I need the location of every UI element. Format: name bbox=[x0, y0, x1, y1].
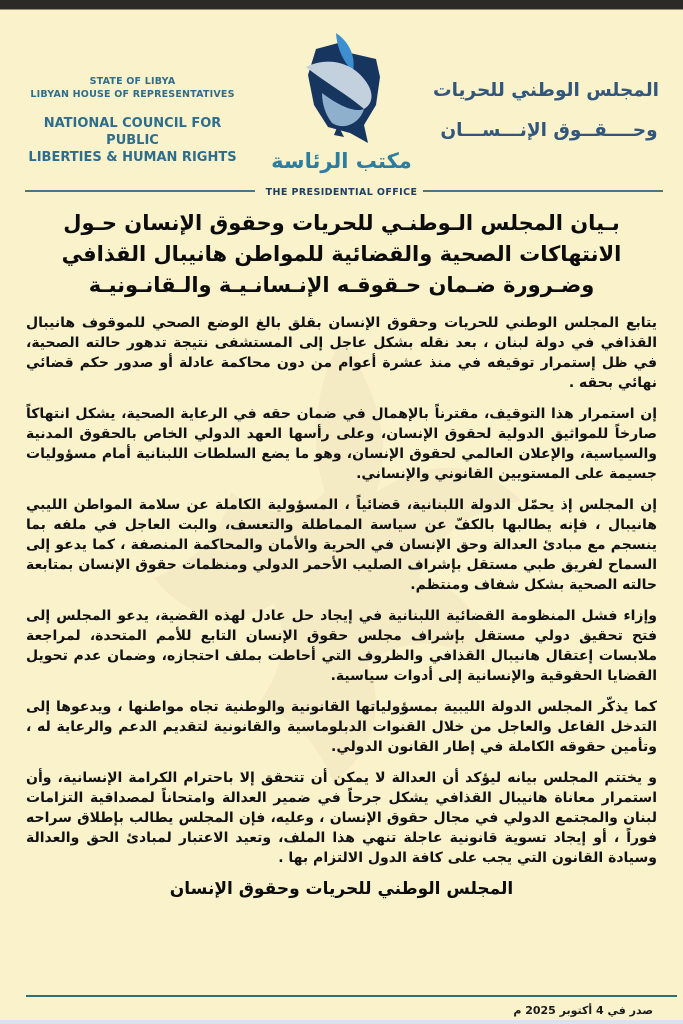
council-name-arabic-block bbox=[432, 71, 659, 151]
statement-paragraph-3: إن المجلس إذ يحمّل الدولة اللبنانية، قضائياً ، المسؤولية الكاملة عن سلامة المواطن الليبي هانيبال ، فإنه يطالبها بالكفّ عن سياسة المماطلة والتعسف، والبت العاجل في ملفه بما ينسجم مع مبادئ العدالة وحق الإنسان في الحرية والأمان والمحاكمة المنصفة ، كما يدعو إلى السماح لفريق طبي مستقل بإشراف الصليب الأحمر الدولي ومنظمات حقوق الإنسان بمتابعة حالته الصحية بشكل شفاف ومنتظم. bbox=[26, 497, 657, 593]
letterhead bbox=[0, 9, 683, 205]
header-divider-right bbox=[423, 190, 663, 192]
council-name-arabic-line1: المجلس الوطني للحريات bbox=[432, 80, 659, 101]
header-divider-left bbox=[25, 190, 255, 192]
statement-paragraph-6: و يختتم المجلس بيانه ليؤكد أن العدالة لا يمكن أن تتحقق إلا باحترام الكرامة الإنسانية، وأن استمرار معاناة هانيبال القذافي يشكل جرحاً في ضمير العدالة وامتحاناً لمصداقية التزامات لبنان والمجتمع الدولي في مجال حقوق الإنسان ، وعليه، فإن المجلس يطالب بإطلاق سراحه فوراً ، أو إيجاد تسوية قانونية عاجلة تنهي هذا الملف، وتعيد الاعتبار لمبادئ الحق والعدالة وسيادة القانون التي يجب على كافة الدول الالتزام بها . bbox=[26, 770, 657, 866]
council-name-english-line2: LIBERTIES & HUMAN RIGHTS bbox=[28, 150, 237, 165]
statement-title-line1: بـيان المجلس الـوطنـي للحريات وحقوق الإنسان حـول bbox=[63, 211, 620, 235]
letterhead-english-block bbox=[20, 75, 245, 166]
bottom-border-strip bbox=[0, 1020, 683, 1024]
statement-title-line2: الانتهاكات الصحية والقضائية للمواطن هانيبال القذافي bbox=[61, 242, 622, 266]
presidential-office-english-label: THE PRESIDENTIAL OFFICE bbox=[265, 187, 418, 198]
house-of-representatives-label: LIBYAN HOUSE OF REPRESENTATIVES bbox=[30, 89, 235, 100]
footer-divider bbox=[26, 995, 677, 997]
statement-title bbox=[20, 208, 663, 301]
council-name-arabic-line2: وحــــقــوق الإنـــســـان bbox=[440, 120, 658, 141]
statement-body bbox=[26, 313, 657, 868]
statement-paragraph-4: وإزاء فشل المنظومة القضائية اللبنانية في إيجاد حل عادل لهذه القضية، يدعو المجلس إلى فتح تحقيق دولي مستقل بإشراف مجلس حقوق الإنسان التابع للأمم المتحدة، لمراجعة ملابسات إعتقال هانيبال القذافي والظروف التي أحاطت بملف احتجازه، وضمان عدم تحويل القضايا الحقوقية والإنسانية إلى أدوات سياسية. bbox=[26, 608, 657, 684]
statement-title-line3: وضـرورة ضـمان حـقوقـه الإنـسانـيـة والـقانـونيـة bbox=[88, 273, 595, 297]
statement-paragraph-2: إن استمرار هذا التوقيف، مقترناً بالإهمال في ضمان حقه في الرعاية الصحية، يشكل انتهاكاً صارخاً للمواثيق الدولية لحقوق الإنسان، وعلى رأسها العهد الدولي الخاص بالحقوق المدنية والسياسية، والإعلان العالمي لحقوق الإنسان، وهو ما يضع السلطات اللبنانية أمام مسؤوليات جسيمة على المستويين القانوني والإنساني. bbox=[26, 406, 657, 482]
dove-libya-logo-icon bbox=[292, 33, 392, 151]
statement-paragraph-1: يتابع المجلس الوطني للحريات وحقوق الإنسان بقلق بالغ الوضع الصحي للموقوف هانيبال القذافي في دولة لبنان ، بعد نقله بشكل عاجل إلى المستشفى نتيجة تدهور حالته الصحية، في ظل إستمرار توقيفه في منذ عشرة أعوام من دون محاكمة عادلة أو صدور حكم قضائي نهائي بحقه . bbox=[26, 315, 657, 391]
statement-paragraph-5: كما يذكّر المجلس الدولة الليبية بمسؤولياتها القانونية والوطنية تجاه مواطنها ، ويدعوها إلى التدخل الفاعل والعاجل من خلال القنوات الدبلوماسية والقانونية لتقديم الدعم والرعاية له ، وتأمين حقوقه الكاملة في إطار القانون الدولي. bbox=[26, 699, 657, 755]
council-name-english-line1: NATIONAL COUNCIL FOR PUBLIC bbox=[43, 116, 222, 148]
statement-content bbox=[0, 208, 683, 899]
signature-line: المجلس الوطني للحريات وحقوق الإنسان bbox=[169, 879, 514, 899]
issue-date: صدر في 4 أكتوبر 2025 م bbox=[513, 1004, 653, 1017]
presidential-office-arabic-calligraphy: مكتب الرئاسة bbox=[271, 149, 412, 173]
state-of-libya-label: STATE OF LIBYA bbox=[89, 76, 176, 87]
